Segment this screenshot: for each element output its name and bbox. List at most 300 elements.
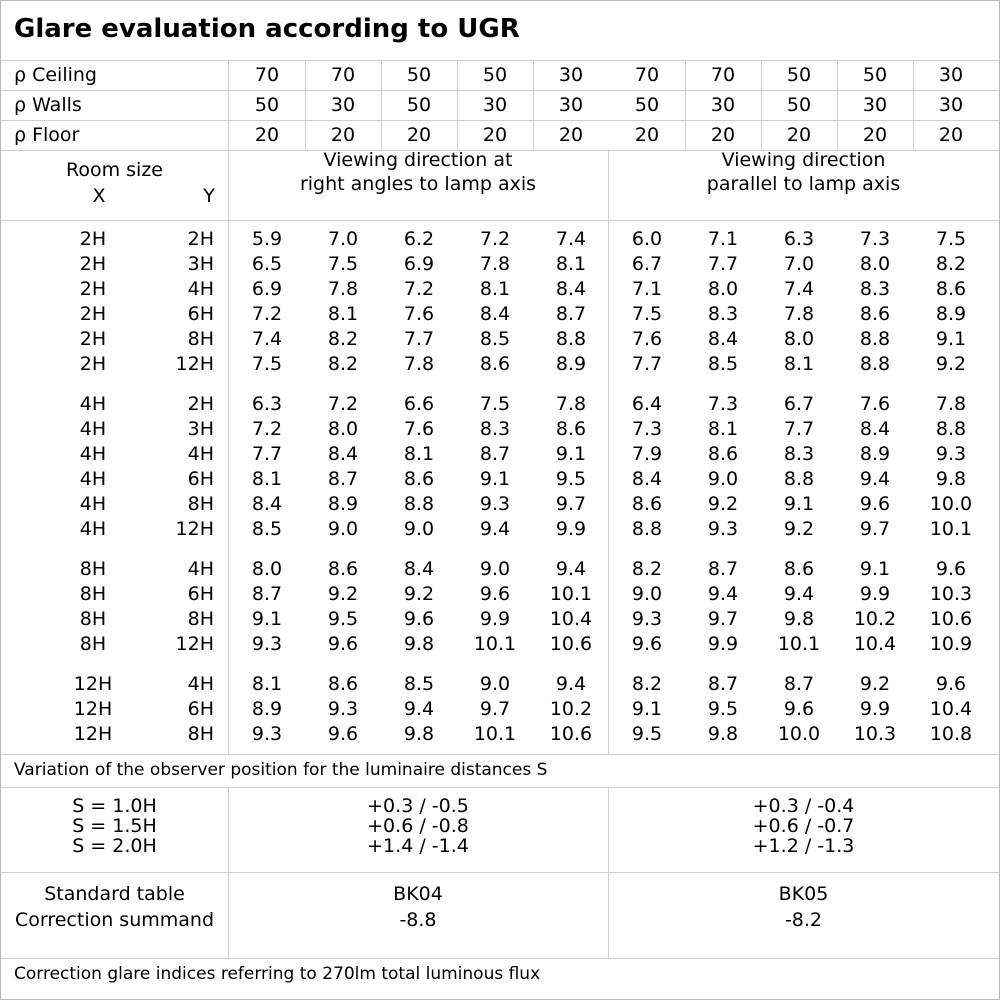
divider: [1, 754, 999, 755]
room-x-value: 4H: [79, 393, 107, 415]
ugr-value: 7.8: [403, 353, 435, 375]
ugr-value: 8.2: [327, 328, 359, 350]
ugr-value: 8.5: [479, 328, 511, 350]
ugr-value: 9.9: [859, 583, 891, 605]
standard-table-perpendicular: BK04: [393, 883, 443, 905]
ugr-value: 7.6: [403, 303, 435, 325]
ugr-value: 9.1: [935, 328, 967, 350]
ugr-value: 9.7: [479, 698, 511, 720]
ugr-value: 8.0: [859, 253, 891, 275]
variation-label: Variation of the observer position for the luminaire distances S: [14, 760, 548, 780]
ugr-value: 9.6: [935, 558, 967, 580]
ugr-value: 8.2: [631, 673, 663, 695]
ugr-value: 9.6: [479, 583, 511, 605]
ugr-value: 6.3: [783, 228, 815, 250]
ugr-value: 9.3: [327, 698, 359, 720]
variation-parallel: +0.3 / -0.4: [752, 795, 855, 817]
ugr-value: 7.7: [403, 328, 435, 350]
ugr-value: 8.9: [251, 698, 283, 720]
viewing-parallel-line2: parallel to lamp axis: [706, 173, 901, 195]
ugr-value: 6.6: [403, 393, 435, 415]
ugr-value: 9.4: [479, 518, 511, 540]
divider: [1, 787, 999, 788]
room-y-value: 8H: [187, 493, 214, 515]
divider: [381, 60, 382, 150]
ugr-value: 8.8: [935, 418, 967, 440]
room-y-value: 2H: [187, 393, 214, 415]
ugr-value: 8.4: [327, 443, 359, 465]
ugr-value: 8.4: [251, 493, 283, 515]
reflectance-value: 20: [634, 124, 660, 146]
ugr-value: 9.2: [327, 583, 359, 605]
ugr-value: 9.1: [555, 443, 587, 465]
ugr-value: 8.7: [707, 673, 739, 695]
room-y-value: 6H: [187, 303, 214, 325]
ugr-value: 7.4: [555, 228, 587, 250]
ugr-value: 10.1: [549, 583, 593, 605]
ugr-value: 7.6: [859, 393, 891, 415]
ugr-value: 9.2: [783, 518, 815, 540]
ugr-value: 8.1: [707, 418, 739, 440]
room-y-value: 4H: [187, 558, 214, 580]
variation-parallel: +1.2 / -1.3: [752, 835, 855, 857]
ugr-value: 8.1: [327, 303, 359, 325]
ugr-value: 8.1: [783, 353, 815, 375]
ugr-value: 8.7: [479, 443, 511, 465]
ugr-value: 8.0: [251, 558, 283, 580]
reflectance-value: 20: [862, 124, 888, 146]
ugr-value: 8.1: [251, 468, 283, 490]
ugr-value: 8.4: [555, 278, 587, 300]
ugr-value: 7.6: [403, 418, 435, 440]
divider: [1, 220, 999, 221]
ugr-value: 7.4: [251, 328, 283, 350]
reflectance-value: 30: [330, 94, 356, 116]
ugr-value: 9.3: [479, 493, 511, 515]
ugr-value: 6.9: [403, 253, 435, 275]
ugr-value: 8.2: [327, 353, 359, 375]
ugr-value: 6.9: [251, 278, 283, 300]
ugr-value: 9.3: [707, 518, 739, 540]
ugr-value: 9.6: [327, 723, 359, 745]
ugr-value: 8.0: [783, 328, 815, 350]
variation-s: S = 1.5H: [72, 815, 157, 837]
divider: [1, 90, 999, 91]
reflectance-value: 20: [254, 124, 280, 146]
ugr-value: 8.8: [555, 328, 587, 350]
room-x-value: 8H: [79, 558, 107, 580]
ugr-value: 8.0: [327, 418, 359, 440]
room-y-value: 4H: [187, 443, 214, 465]
divider: [533, 60, 534, 150]
room-x-value: 8H: [79, 583, 107, 605]
ugr-value: 8.6: [327, 558, 359, 580]
footer-note: Correction glare indices referring to 270lm total luminous flux: [14, 964, 541, 984]
ugr-value: 8.7: [783, 673, 815, 695]
ugr-value: 6.7: [783, 393, 815, 415]
ugr-value: 9.2: [707, 493, 739, 515]
ugr-value: 9.5: [327, 608, 359, 630]
ugr-value: 7.2: [251, 303, 283, 325]
room-x-value: 12H: [73, 698, 113, 720]
ugr-value: 9.1: [783, 493, 815, 515]
ugr-value: 9.0: [327, 518, 359, 540]
reflectance-value: 50: [254, 94, 280, 116]
ugr-value: 8.3: [859, 278, 891, 300]
ugr-value: 5.9: [251, 228, 283, 250]
ugr-value: 9.2: [935, 353, 967, 375]
standard-table-label: Standard table: [44, 883, 185, 905]
ugr-value: 8.2: [935, 253, 967, 275]
reflectance-value: 30: [938, 94, 964, 116]
ugr-value: 8.5: [403, 673, 435, 695]
reflectance-value: 20: [330, 124, 356, 146]
ugr-value: 8.2: [631, 558, 663, 580]
ugr-value: 7.2: [403, 278, 435, 300]
ugr-value: 6.3: [251, 393, 283, 415]
room-x-value: 2H: [79, 278, 107, 300]
ugr-value: 7.8: [783, 303, 815, 325]
ugr-value: 10.1: [777, 633, 821, 655]
ugr-value: 8.9: [859, 443, 891, 465]
ugr-value: 8.8: [859, 353, 891, 375]
ugr-value: 8.6: [859, 303, 891, 325]
ugr-value: 10.6: [549, 633, 593, 655]
ugr-value: 9.6: [631, 633, 663, 655]
reflectance-value: 50: [786, 94, 812, 116]
ugr-value: 7.8: [479, 253, 511, 275]
room-x-value: 4H: [79, 468, 107, 490]
divider: [1, 60, 999, 61]
ugr-value: 7.7: [707, 253, 739, 275]
reflectance-value: 50: [634, 94, 660, 116]
room-x-value: 12H: [73, 673, 113, 695]
ugr-value: 8.8: [631, 518, 663, 540]
reflectance-value: 20: [710, 124, 736, 146]
ugr-value: 8.5: [251, 518, 283, 540]
variation-s: S = 1.0H: [72, 795, 157, 817]
ugr-value: 8.4: [403, 558, 435, 580]
variation-perpendicular: +0.6 / -0.8: [367, 815, 469, 837]
ugr-value: 7.5: [327, 253, 359, 275]
ugr-value: 8.9: [327, 493, 359, 515]
ugr-value: 10.4: [853, 633, 897, 655]
ugr-value: 9.5: [631, 723, 663, 745]
room-y-value: 6H: [187, 468, 214, 490]
ugr-value: 7.5: [251, 353, 283, 375]
reflectance-value: 20: [938, 124, 964, 146]
room-x-value: 2H: [79, 328, 107, 350]
ugr-value: 7.7: [251, 443, 283, 465]
ugr-value: 9.6: [859, 493, 891, 515]
ugr-value: 9.3: [935, 443, 967, 465]
room-x-value: 12H: [73, 723, 113, 745]
ugr-value: 8.4: [479, 303, 511, 325]
ugr-value: 9.9: [707, 633, 739, 655]
room-x-value: 4H: [79, 518, 107, 540]
ugr-value: 7.7: [783, 418, 815, 440]
room-x-value: 8H: [79, 633, 107, 655]
ugr-value: 7.4: [783, 278, 815, 300]
divider: [1, 120, 999, 121]
ugr-value: 9.0: [631, 583, 663, 605]
reflectance-value: 30: [558, 94, 584, 116]
ugr-value: 7.3: [707, 393, 739, 415]
ugr-value: 9.6: [327, 633, 359, 655]
standard-table-parallel: BK05: [778, 883, 829, 905]
ugr-value: 8.7: [251, 583, 283, 605]
ugr-value: 8.1: [555, 253, 587, 275]
ugr-value: 9.1: [251, 608, 283, 630]
ugr-value: 9.9: [479, 608, 511, 630]
ugr-value: 8.8: [859, 328, 891, 350]
ugr-value: 7.1: [631, 278, 663, 300]
ugr-value: 6.2: [403, 228, 435, 250]
ugr-value: 10.8: [929, 723, 973, 745]
ugr-value: 9.6: [935, 673, 967, 695]
room-y-value: 12H: [175, 518, 214, 540]
ugr-value: 10.6: [549, 723, 593, 745]
ugr-value: 9.7: [707, 608, 739, 630]
ugr-value: 8.3: [707, 303, 739, 325]
reflectance-value: 30: [710, 94, 736, 116]
ugr-value: 7.8: [327, 278, 359, 300]
room-x-value: 2H: [79, 353, 107, 375]
correction-parallel: -8.2: [784, 909, 823, 931]
ugr-value: 8.8: [403, 493, 435, 515]
room-x-value: 2H: [79, 303, 107, 325]
ugr-value: 7.6: [631, 328, 663, 350]
reflectance-value: 50: [786, 64, 812, 86]
room-y-value: 4H: [187, 673, 214, 695]
variation-parallel: +0.6 / -0.7: [752, 815, 855, 837]
ugr-value: 7.5: [935, 228, 967, 250]
ugr-value: 7.0: [327, 228, 359, 250]
ugr-value: 10.1: [473, 633, 517, 655]
ugr-value: 8.5: [707, 353, 739, 375]
ugr-value: 7.8: [935, 393, 967, 415]
ugr-value: 9.1: [479, 468, 511, 490]
room-y-label: Y: [203, 185, 215, 207]
ugr-value: 9.5: [555, 468, 587, 490]
ugr-value: 10.0: [777, 723, 821, 745]
reflectance-value: 30: [482, 94, 508, 116]
divider: [837, 60, 838, 150]
room-y-value: 8H: [187, 723, 214, 745]
ugr-value: 8.6: [403, 468, 435, 490]
ugr-value: 8.4: [631, 468, 663, 490]
ugr-value: 8.8: [783, 468, 815, 490]
reflectance-value: 30: [938, 64, 964, 86]
ugr-value: 9.4: [555, 673, 587, 695]
ugr-value: 9.8: [403, 723, 435, 745]
divider: [305, 60, 306, 150]
ugr-value: 9.1: [859, 558, 891, 580]
ugr-value: 8.1: [251, 673, 283, 695]
ugr-value: 9.0: [479, 558, 511, 580]
ugr-value: 7.2: [251, 418, 283, 440]
ugr-value: 7.3: [631, 418, 663, 440]
variation-s: S = 2.0H: [72, 835, 157, 857]
ugr-value: 8.1: [479, 278, 511, 300]
ugr-value: 6.0: [631, 228, 663, 250]
viewing-perpendicular-line2: right angles to lamp axis: [299, 173, 537, 195]
ugr-value: 9.8: [707, 723, 739, 745]
ugr-value: 10.1: [473, 723, 517, 745]
room-y-value: 6H: [187, 583, 214, 605]
ugr-value: 9.8: [403, 633, 435, 655]
page-title: Glare evaluation according to UGR: [14, 14, 520, 44]
divider: [1, 872, 999, 873]
ugr-value: 8.6: [783, 558, 815, 580]
ugr-value: 7.8: [555, 393, 587, 415]
ugr-value: 9.8: [935, 468, 967, 490]
ugr-value: 10.9: [929, 633, 973, 655]
ugr-value: 8.6: [327, 673, 359, 695]
ugr-value: 9.9: [859, 698, 891, 720]
reflectance-value: 30: [558, 64, 584, 86]
ugr-value: 8.6: [555, 418, 587, 440]
room-y-value: 6H: [187, 698, 214, 720]
divider: [685, 60, 686, 150]
ugr-value: 9.6: [783, 698, 815, 720]
divider: [457, 60, 458, 150]
ugr-value: 10.1: [929, 518, 973, 540]
ugr-value: 9.2: [403, 583, 435, 605]
ugr-value: 8.6: [707, 443, 739, 465]
room-y-value: 12H: [175, 353, 214, 375]
ugr-value: 10.6: [929, 608, 973, 630]
ugr-value: 8.7: [707, 558, 739, 580]
ugr-value: 7.2: [479, 228, 511, 250]
ugr-value: 8.9: [555, 353, 587, 375]
reflectance-label: ρ Ceiling: [14, 64, 97, 86]
room-x-value: 2H: [79, 228, 107, 250]
ugr-value: 9.5: [707, 698, 739, 720]
room-y-value: 12H: [175, 633, 214, 655]
ugr-value: 8.7: [555, 303, 587, 325]
ugr-value: 9.3: [251, 633, 283, 655]
ugr-value: 10.0: [929, 493, 973, 515]
ugr-value: 9.7: [555, 493, 587, 515]
reflectance-value: 70: [710, 64, 736, 86]
variation-perpendicular: +0.3 / -0.5: [367, 795, 469, 817]
ugr-value: 8.3: [783, 443, 815, 465]
ugr-value: 8.4: [859, 418, 891, 440]
room-x-value: 8H: [79, 608, 107, 630]
room-size-label: Room size: [66, 159, 163, 181]
reflectance-value: 50: [406, 64, 432, 86]
ugr-value: 9.2: [859, 673, 891, 695]
ugr-value: 9.4: [859, 468, 891, 490]
ugr-value: 10.3: [853, 723, 897, 745]
ugr-value: 7.1: [707, 228, 739, 250]
ugr-value: 9.3: [631, 608, 663, 630]
reflectance-value: 20: [786, 124, 812, 146]
ugr-value: 9.6: [403, 608, 435, 630]
reflectance-label: ρ Floor: [14, 124, 80, 146]
ugr-value: 8.6: [935, 278, 967, 300]
correction-perpendicular: -8.8: [399, 909, 437, 931]
ugr-value: 9.0: [479, 673, 511, 695]
ugr-value: 10.4: [549, 608, 593, 630]
ugr-value: 9.9: [555, 518, 587, 540]
ugr-value: 7.3: [859, 228, 891, 250]
room-y-value: 4H: [187, 278, 214, 300]
reflectance-value: 70: [330, 64, 356, 86]
ugr-value: 8.6: [479, 353, 511, 375]
divider: [1, 958, 999, 959]
room-y-value: 2H: [187, 228, 214, 250]
room-y-value: 8H: [187, 608, 214, 630]
ugr-value: 9.0: [403, 518, 435, 540]
reflectance-value: 20: [406, 124, 432, 146]
ugr-value: 7.5: [479, 393, 511, 415]
reflectance-value: 70: [634, 64, 660, 86]
room-x-value: 4H: [79, 418, 107, 440]
room-x-value: 4H: [79, 443, 107, 465]
ugr-value: 7.5: [631, 303, 663, 325]
room-y-value: 8H: [187, 328, 214, 350]
reflectance-value: 50: [406, 94, 432, 116]
viewing-perpendicular-line1: Viewing direction at: [323, 149, 513, 171]
ugr-value: 9.4: [707, 583, 739, 605]
ugr-value: 8.0: [707, 278, 739, 300]
room-y-value: 3H: [187, 418, 214, 440]
reflectance-value: 30: [862, 94, 888, 116]
ugr-value: 9.4: [555, 558, 587, 580]
ugr-value: 10.2: [549, 698, 593, 720]
reflectance-value: 50: [482, 64, 508, 86]
reflectance-label: ρ Walls: [14, 94, 82, 116]
ugr-value: 7.7: [631, 353, 663, 375]
ugr-value: 7.9: [631, 443, 663, 465]
ugr-value: 10.2: [853, 608, 897, 630]
ugr-value: 9.0: [707, 468, 739, 490]
ugr-value: 8.1: [403, 443, 435, 465]
room-y-value: 3H: [187, 253, 214, 275]
ugr-value: 8.3: [479, 418, 511, 440]
ugr-value: 9.4: [403, 698, 435, 720]
ugr-value: 9.4: [783, 583, 815, 605]
ugr-value: 9.7: [859, 518, 891, 540]
reflectance-value: 70: [254, 64, 280, 86]
ugr-value: 10.4: [929, 698, 973, 720]
divider: [913, 60, 914, 150]
ugr-value: 8.6: [631, 493, 663, 515]
reflectance-value: 20: [558, 124, 584, 146]
reflectance-value: 20: [482, 124, 508, 146]
ugr-value: 9.8: [783, 608, 815, 630]
room-x-value: 2H: [79, 253, 107, 275]
variation-perpendicular: +1.4 / -1.4: [367, 835, 469, 857]
room-x-label: X: [92, 185, 106, 207]
ugr-value: 9.1: [631, 698, 663, 720]
divider: [761, 60, 762, 150]
correction-summand-label: Correction summand: [14, 909, 215, 931]
reflectance-value: 50: [862, 64, 888, 86]
ugr-value: 8.9: [935, 303, 967, 325]
ugr-value: 8.7: [327, 468, 359, 490]
ugr-value: 6.5: [251, 253, 283, 275]
ugr-value: 7.2: [327, 393, 359, 415]
ugr-value: 10.3: [929, 583, 973, 605]
viewing-parallel-line1: Viewing direction: [721, 149, 886, 171]
ugr-value: 7.0: [783, 253, 815, 275]
room-x-value: 4H: [79, 493, 107, 515]
ugr-value: 9.3: [251, 723, 283, 745]
ugr-value: 8.4: [707, 328, 739, 350]
